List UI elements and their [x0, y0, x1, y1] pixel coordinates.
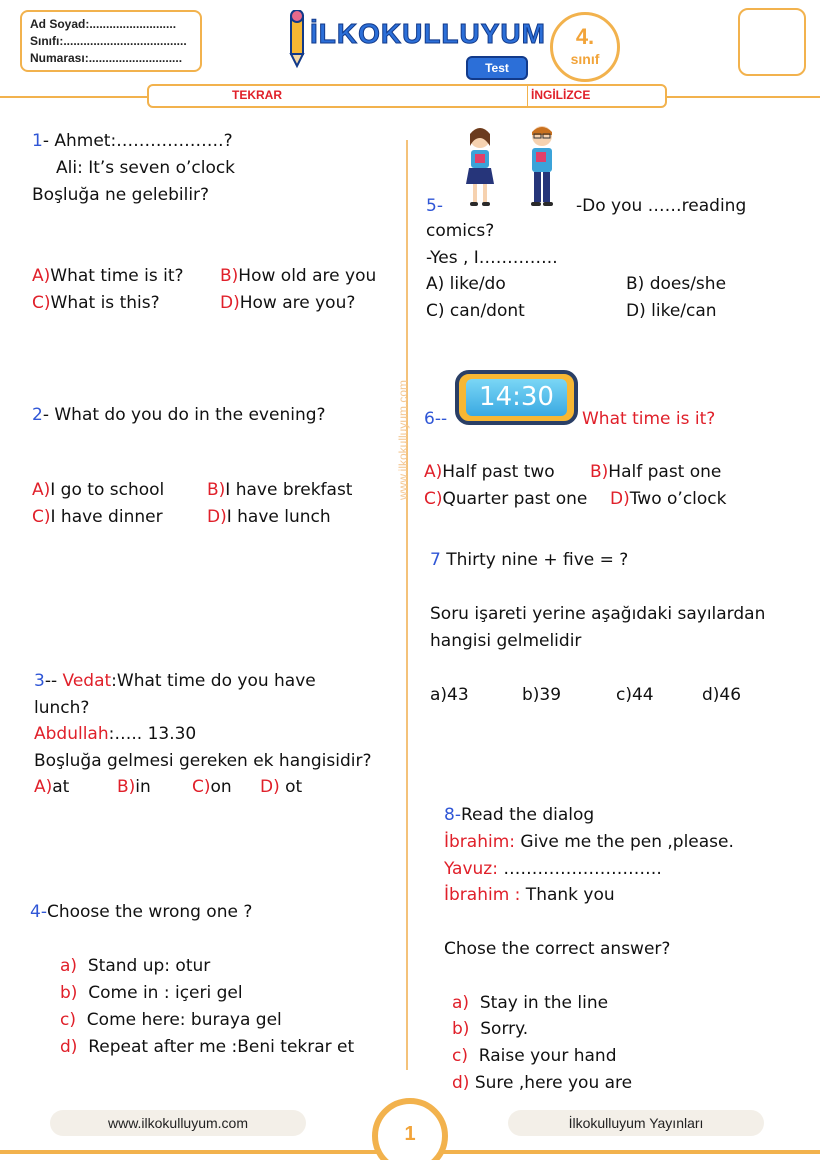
- watermark: www.ilkokulluyum.com: [396, 379, 410, 500]
- q2-option-a: A)I go to school: [32, 480, 165, 500]
- q2-option-d: D)I have lunch: [207, 507, 331, 527]
- q8-option-a: a) Stay in the line: [452, 993, 609, 1013]
- q1-option-c: C)What is this?: [32, 293, 160, 313]
- q1-line1: 1- Ahmet:……………….?: [32, 131, 233, 151]
- page-number: 1: [372, 1098, 448, 1160]
- footer-publisher: İlkokulluyum Yayınları: [508, 1110, 764, 1136]
- q8-line5: Chose the correct answer?: [444, 939, 671, 959]
- q7-number: 7: [430, 550, 441, 570]
- q1-option-a: A)What time is it?: [32, 266, 184, 286]
- q7-option-d: d)46: [702, 685, 742, 705]
- q3-option-b: B)in: [117, 777, 151, 797]
- q7-option-c: c)44: [616, 685, 654, 705]
- q5-line1: -Do you ……reading: [576, 196, 747, 216]
- q8-line1: 8-Read the dialog: [444, 805, 595, 825]
- grade-word: sınıf: [570, 51, 600, 67]
- children-with-books-illustration: [452, 120, 576, 212]
- q3-line2: lunch?: [34, 698, 90, 718]
- q1-option-d: D)How are you?: [220, 293, 356, 313]
- q3-option-d: D) ot: [260, 777, 303, 797]
- q6-option-a: A)Half past two: [424, 462, 555, 482]
- class-field-label: Sınıfı:.....................................: [30, 34, 187, 48]
- q5-option-d: D) like/can: [626, 301, 717, 321]
- q4-option-a: a) Stand up: otur: [60, 956, 211, 976]
- grade-number: 4.: [575, 24, 595, 49]
- q3-number: 3: [34, 671, 45, 691]
- q3-line4: Boşluğa gelmesi gereken ek hangisidir?: [34, 751, 372, 771]
- q6-line1: What time is it?: [582, 409, 716, 429]
- q8-option-b: b) Sorry.: [452, 1019, 529, 1039]
- footer-website: www.ilkokulluyum.com: [50, 1110, 306, 1136]
- q4-option-d: d) Repeat after me :Beni tekrar et: [60, 1037, 355, 1057]
- q1-line2: Ali: It’s seven o’clock: [56, 158, 236, 178]
- digital-clock-icon: [455, 370, 578, 425]
- subject-divider: [527, 86, 528, 106]
- q7-option-a: a)43: [430, 685, 469, 705]
- q1-number: 1: [32, 131, 43, 151]
- topic-label: TEKRAR: [232, 88, 282, 102]
- pencil-icon: [284, 10, 310, 70]
- student-info-box: [20, 10, 202, 72]
- q5-option-b: B) does/she: [626, 274, 727, 294]
- test-badge: Test: [466, 56, 528, 80]
- q1-option-b: B)How old are you: [220, 266, 377, 286]
- q3-line1: 3-- Vedat:What time do you have: [34, 671, 316, 691]
- logo-text: İLKOKULLUYUM: [310, 18, 546, 49]
- q8-line3: Yavuz: ……………………….: [444, 859, 662, 879]
- q5-line2: comics?: [426, 221, 495, 241]
- q2-option-b: B)I have brekfast: [207, 480, 353, 500]
- q7-line2: Soru işareti yerine aşağıdaki sayılardan: [430, 604, 766, 624]
- q4-option-b: b) Come in : içeri gel: [60, 983, 243, 1003]
- grade-badge: [550, 12, 620, 82]
- name-field-label: Ad Soyad:..........................: [30, 17, 177, 31]
- score-box: [738, 8, 806, 76]
- q8-option-c: c) Raise your hand: [452, 1046, 617, 1066]
- q4-option-c: c) Come here: buraya gel: [60, 1010, 282, 1030]
- q3-line3: Abdullah:….. 13.30: [34, 724, 197, 744]
- q2-option-c: C)I have dinner: [32, 507, 163, 527]
- q6-option-d: D)Two o’clock: [610, 489, 727, 509]
- q8-line2: İbrahim: Give me the pen ,please.: [444, 832, 734, 852]
- q8-number: 8-: [444, 805, 461, 825]
- q3-option-c: C)on: [192, 777, 232, 797]
- column-divider: [406, 140, 408, 1070]
- q8-line4: İbrahim : Thank you: [444, 885, 615, 905]
- q8-option-d: d) Sure ,here you are: [452, 1073, 633, 1093]
- q7-option-b: b)39: [522, 685, 562, 705]
- subject-label: İNGİLİZCE: [531, 88, 591, 102]
- q5-option-c: C) can/dont: [426, 301, 525, 321]
- q5-option-a: A) like/do: [426, 274, 506, 294]
- q7-line3: hangisi gelmelidir: [430, 631, 582, 651]
- q5-line3: -Yes , I…………..: [426, 248, 558, 268]
- logo: [280, 8, 546, 78]
- q2-line1: 2- What do you do in the evening?: [32, 405, 326, 425]
- clock-display: 14:30: [466, 379, 567, 416]
- q6-option-c: C)Quarter past one: [424, 489, 588, 509]
- q3-option-a: A)at: [34, 777, 70, 797]
- q7-line1: 7 Thirty nine + five = ?: [430, 550, 629, 570]
- q1-line3: Boşluğa ne gelebilir?: [32, 185, 210, 205]
- q5-number: 5-: [426, 196, 443, 216]
- q4-number: 4-: [30, 902, 47, 922]
- q4-line1: 4-Choose the wrong one ?: [30, 902, 253, 922]
- q6-number: 6--: [424, 409, 448, 429]
- number-field-label: Numarası:............................: [30, 51, 183, 65]
- q2-number: 2: [32, 405, 43, 425]
- q6-option-b: B)Half past one: [590, 462, 722, 482]
